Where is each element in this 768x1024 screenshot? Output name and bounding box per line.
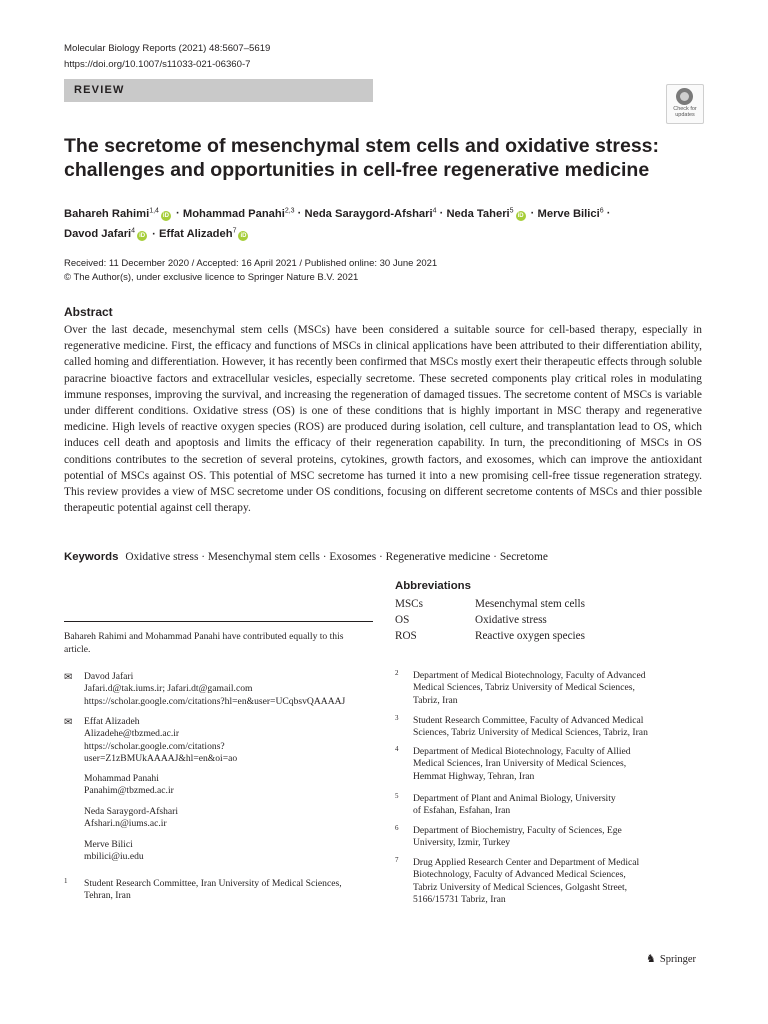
contact-email[interactable]: Panahim@tbzmed.ac.ir xyxy=(84,785,174,797)
abbreviation-definition: Reactive oxygen species xyxy=(475,630,585,642)
author-affiliation-sup: 4 xyxy=(131,227,136,235)
author xyxy=(183,208,295,220)
article-title xyxy=(64,134,684,182)
contact-email[interactable]: Alizadehe@tbzmed.ac.ir xyxy=(84,728,180,740)
abstract-text: Over the last decade, mesenchymal stem cells (MSCs) have been considered a suitable source for cell-based therapy, especially in regenerative medicine. First, the efficacy and functions of MSCs in clinical applications have been attributed to their differentiation ability, called homing and differentiation. However, it has recently been confirmed that MSCs mostly exert their therapeutic effects through soluble paracrine bioactive factors and extracellular vesicles, especially secretome. These secreted components play critical roles in modulating immune responses, improving the survival, and increasing the regeneration of damaged tissues. The secretome content of MSCs is variable under different conditions. Oxidative stress (OS) is one of these conditions that is highly important in MSC therapy and regenerative medicine. High levels of reactive oxygen species (ROS) are produced during isolation, cell culture, and transplantation lead to OS, which induces cell death and apoptosis and limits the efficacy of their regeneration capability. In turn, the preconditioning of MSCs in OS conditions contributes to the secretion of several proteins, cytokines, growth factors, and exosomes, which can improve the antioxidant potential of MSCs against OS. This potential of MSC secretome has turned it into a new promising cell-free tissue regeneration strategy. This review provides a view of MSC secretome under OS conditions, focusing on different secretome contents of MSCs and thier possible therapeutic potential against cell therapy. xyxy=(64,324,702,515)
affiliation-7 xyxy=(413,857,713,906)
affiliation-line: Medical Sciences, Iran University of Medical Sciences, xyxy=(413,758,627,770)
affiliation-line: Drug Applied Research Center and Department of Medical xyxy=(413,857,640,868)
contact-neda-saraygord-afshari xyxy=(84,806,374,831)
abbreviation-row xyxy=(395,630,585,646)
author-affiliation-sup: 4 xyxy=(432,207,437,214)
contact-email[interactable]: mbilici@iu.edu xyxy=(84,851,144,863)
affiliation-number: 1 xyxy=(64,877,68,885)
author xyxy=(538,208,604,220)
affiliation-6 xyxy=(413,825,713,850)
abbreviation-row xyxy=(395,598,585,614)
publication-dates: Received: 11 December 2020 / Accepted: 16 April 2021 / Published online: 30 June 2021 xyxy=(64,258,438,269)
contact-mohammad-panahi xyxy=(84,773,374,798)
journal-citation: Molecular Biology Reports (2021) 48:5607–5619 xyxy=(64,43,271,54)
affiliation-4 xyxy=(413,746,713,783)
author-affiliation-sup: 2,3 xyxy=(284,207,295,214)
affiliation-3 xyxy=(413,715,713,740)
contact-email[interactable]: Afshari.n@iums.ac.ir xyxy=(84,818,167,830)
affiliation-line: Tabriz, Iran xyxy=(413,694,458,706)
springer-horse-icon: ♞ xyxy=(646,953,656,965)
contact-email[interactable]: Jafari.d@tak.iums.ir; Jafari.dt@gamail.com xyxy=(84,683,253,695)
publisher-logo xyxy=(646,952,696,965)
abbreviation-row xyxy=(395,614,585,630)
publisher-name: Springer xyxy=(659,954,697,965)
affiliation-line: Department of Medical Biotechnology, Faculty of Allied xyxy=(413,746,631,757)
affiliation-line: Department of Plant and Animal Biology, University xyxy=(413,793,616,804)
abbreviations-table xyxy=(395,598,585,646)
affiliation-number: 5 xyxy=(395,792,399,800)
crossmark-icon xyxy=(676,88,693,105)
check-for-updates-badge[interactable] xyxy=(666,84,704,124)
contact-name: Merve Bilici xyxy=(84,839,133,850)
author-name: Merve Bilici xyxy=(537,207,600,220)
author-list: Bahareh Rahimi$^{1,4}$iD · Mohammad Panahi$^{2,3}$ · Neda Saraygord-Afshari$^4$ · Neda Taheri$^5$iD · Merve Bilici$^6$ · Davod Jafari$^4$iD · Effat Alizadeh$^7$iD xyxy=(64,207,611,241)
author-name: Bahareh Rahimi xyxy=(64,207,150,220)
dates-block xyxy=(64,257,437,284)
affiliation-number: 7 xyxy=(395,856,399,864)
keywords-block xyxy=(64,549,704,565)
affiliation-line: Student Research Committee, Faculty of Advanced Medical xyxy=(413,715,644,726)
title-line-1: The secretome of mesenchymal stem cells and oxidative stress: xyxy=(64,135,660,157)
author-name: Mohammad Panahi xyxy=(182,207,285,220)
abbreviations-heading: Abbreviations xyxy=(395,580,471,592)
affiliation-line: University, Izmir, Turkey xyxy=(413,837,511,849)
abbreviation-term: MSCs xyxy=(395,598,423,610)
contact-scholar-link[interactable]: https://scholar.google.com/citations?hl=en&user=UCqbsvQAAAAJ xyxy=(84,695,346,707)
abbreviation-term: OS xyxy=(395,614,410,626)
affiliation-number: 6 xyxy=(395,824,399,832)
author-name: Neda Taheri xyxy=(446,207,510,220)
affiliation-line: Tabriz University of Medical Sciences, Golgasht Street, xyxy=(413,881,628,893)
affiliation-line: of Esfahan, Esfahan, Iran xyxy=(413,805,511,817)
abbreviation-definition: Oxidative stress xyxy=(475,614,547,626)
abbreviation-term: ROS xyxy=(395,630,417,642)
affiliation-number: 3 xyxy=(395,714,399,722)
keywords-heading: Keywords xyxy=(64,551,119,563)
author-affiliation-sup: 5 xyxy=(509,207,514,214)
keywords-text: Oxidative stress · Mesenchymal stem cells · Exosomes · Regenerative medicine · Secretome xyxy=(125,551,548,563)
affiliation-line: Biotechnology, Faculty of Advanced Medical Sciences, xyxy=(413,869,626,881)
affiliation-line: Sciences, Tabriz University of Medical Sciences, Tabriz, Iran xyxy=(413,727,648,739)
affiliation-number: 2 xyxy=(395,669,399,677)
doi-link[interactable]: https://doi.org/10.1007/s11033-021-06360-7 xyxy=(64,59,251,70)
affiliation-5 xyxy=(413,793,713,818)
envelope-icon: ✉ xyxy=(64,717,73,728)
crossmark-line1: Check for xyxy=(673,106,697,112)
affiliation-line: Department of Biochemistry, Faculty of Sciences, Ege xyxy=(413,825,622,836)
affiliation-line: 5166/15731 Tabriz, Iran xyxy=(413,893,506,905)
author xyxy=(64,228,149,240)
abbreviation-definition: Mesenchymal stem cells xyxy=(475,598,585,610)
abstract-heading: Abstract xyxy=(64,305,113,319)
author-affiliation-sup: 1,4 xyxy=(149,207,159,214)
journal-header xyxy=(64,41,270,73)
author xyxy=(305,208,437,220)
affiliation-line: Medical Sciences, Tabriz University of Medical Sciences, xyxy=(413,682,635,694)
author-name: Effat Alizadeh xyxy=(159,228,233,241)
author-name: Davod Jafari xyxy=(64,228,132,241)
contact-name: Mohammad Panahi xyxy=(84,773,159,784)
orcid-icon[interactable]: iD xyxy=(517,212,524,219)
affiliation-line: Department of Medical Biotechnology, Faculty of Advanced xyxy=(413,670,646,681)
copyright-notice: © The Author(s), under exclusive licence to Springer Nature B.V. 2021 xyxy=(64,271,359,283)
contact-davod-jafari xyxy=(84,671,374,708)
crossmark-line2: updates xyxy=(675,112,695,118)
author-affiliation-sup: 6 xyxy=(599,207,604,214)
contact-scholar-link-cont[interactable]: user=Z1zBMUkAAAAJ&hl=en&oi=ao xyxy=(84,752,238,764)
affiliation-line: Hemmat Highway, Tehran, Iran xyxy=(413,770,535,782)
contact-name: Davod Jafari xyxy=(84,671,134,682)
orcid-icon[interactable]: iD xyxy=(162,212,169,219)
author xyxy=(159,228,250,240)
title-line-2: challenges and opportunities in cell-free regenerative medicine xyxy=(64,159,650,181)
affiliation-text: Student Research Committee, Iran University of Medical Sciences, Tehran, Iran xyxy=(84,878,342,902)
envelope-icon: ✉ xyxy=(64,672,73,683)
contact-effat-alizadeh xyxy=(84,716,374,765)
author xyxy=(64,208,173,220)
contact-merve-bilici xyxy=(84,839,374,864)
affiliation-number: 4 xyxy=(395,745,399,753)
contact-name: Neda Saraygord-Afshari xyxy=(84,806,179,817)
affiliation-2 xyxy=(413,670,713,707)
footnote-rule xyxy=(64,621,373,622)
contact-name: Effat Alizadeh xyxy=(84,716,140,727)
author-name: Neda Saraygord-Afshari xyxy=(304,207,433,220)
equal-contribution-note: Bahareh Rahimi and Mohammad Panahi have contributed equally to this article. xyxy=(64,631,344,655)
orcid-icon[interactable]: iD xyxy=(139,233,146,240)
author xyxy=(446,208,527,220)
article-type-label: REVIEW xyxy=(74,84,125,96)
contact-scholar-link[interactable]: https://scholar.google.com/citations? xyxy=(84,740,225,752)
author-affiliation-sup: 7 xyxy=(232,227,237,235)
orcid-icon[interactable]: iD xyxy=(240,233,247,240)
